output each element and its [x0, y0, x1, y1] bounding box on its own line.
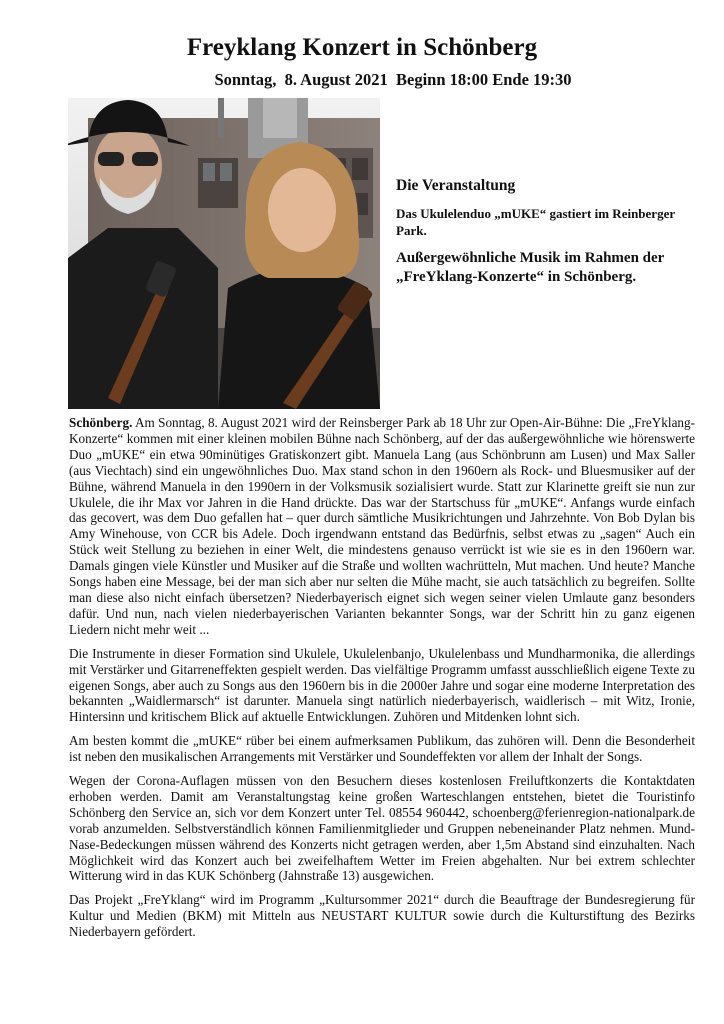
event-subheading: Das Ukulelenduo „mUKE“ gastiert im Reinberger Park.	[396, 206, 675, 238]
event-headline: Außergewöhnliche Musik im Rahmen der „FreYklang-Konzerte“ in Schönberg.	[396, 250, 665, 285]
event-date-time: Sonntag, 8. August 2021 Beginn 18:00 Ende 19:30	[214, 70, 572, 89]
article-paragraph: Die Instrumente in dieser Formation sind Ukulele, Ukulelenbanjo, Ukulelenbass und Mundharmonika, die allerdings mit Verstärker und Gitarreneffekten gespielt werden. Das vielfältige Programm umfasst ausschließlich eigene Texte zu eigenen Songs, aber auch zu Songs aus den 1960ern bis in die 2000er Jahre und sogar eine moderne Interpretation des bekannten „Waidlermarsch“ ist darunter. Manuela singt natürlich niederbayerisch, waidlerisch – mit Witz, Ironie, Hintersinn und kritischem Blick auf aktuelle Entwicklungen. Zuhören und Mitdenken lohnt sich.	[69, 645, 695, 725]
article-paragraph: Wegen der Corona-Auflagen müssen von den Besuchern dieses kostenlosen Freiluftkonzerts die Kontaktdaten erhoben werden. Damit am Veranstaltungstag keine großen Warteschlangen entstehen, bietet die Touristinfo Schönberg den Service an, sich vor dem Konzert unter Tel. 08554 960442, schoenberg@ferienregion-nationalpark.de vorab anzumelden. Selbstverständlich können Familienmitglieder und Gruppen nebeneinander Platz nehmen. Mund-Nase-Bedeckungen müssen während des Konzerts nicht getragen werden, aber 1,5m Abstand sind einzuhalten. Nach Möglichkeit wird das Konzert auch bei zweifelhaftem Wetter im Freien abgehalten. Nur bei extrem schlechter Witterung wird in das KUK Schönberg (Jahnstraße 13) ausgewichen.	[69, 773, 695, 884]
article-paragraph-text: Am Sonntag, 8. August 2021 wird der Reinsberger Park ab 18 Uhr zur Open-Air-Bühne: Die „FreYklang-Konzerte“ kommen mit einer kleinen mobilen Bühne nach Schönberg, auf der das außergewöhnliche wie hörenswerte Duo „mUKE“ ein etwa 90minütiges Gratiskonzert gibt. Manuela Lang (aus Schönbrunn am Lusen) und Max Saller (aus Viechtach) sind ein ungewöhnliches Duo. Max stand schon in den 1960ern als Rock- und Bluesmusiker auf der Bühne, während Manuela in den 1990ern in der Volksmusik sozialisiert wurde. Statt zur Klarinette greift sie nun zur Ukulele, die ihr Max vor Jahren in die Hand drückte. Das war der Startschuss für „mUKE“. Anfangs wurde einfach das gecovert, was dem Duo gefallen hat – quer durch sämtliche Musikrichtungen und Jahrzehnte. Von Bob Dylan bis Amy Winehouse, von CCR bis Adele. Doch irgendwann entstand das Bedürfnis, selbst etwas zu „sagen“ Auch ein Stück weit Stellung zu beziehen in einer Welt, die mindestens genauso verrückt ist wie sie es in den 1960ern war. Damals gingen viele Künstler und Musiker auf die Straße und wollten wachrütteln, Mut machen. Und heute? Manche Songs haben eine Message, bei der man sich aber nur selten die Mühe macht, sie auch tatsächlich zu begreifen. Sollte man diese also nicht einfach übersetzen? Niederbayerisch eignet sich wegen seiner vielen Umlaute ganz besonders dafür. Und nun, nach vielen niederbayerischen Varianten bekannter Songs, war der Schritt hin zu ganz eigenen Liedern nicht mehr weit ...	[69, 415, 695, 637]
article-lead: Schönberg.	[69, 415, 133, 430]
article-body	[69, 415, 695, 948]
event-info	[396, 176, 696, 287]
page-title: Freyklang Konzert in Schönberg	[186, 34, 538, 61]
duo-photo	[68, 98, 380, 409]
event-heading: Die Veranstaltung	[396, 177, 516, 194]
article-paragraph: Am besten kommt die „mUKE“ rüber bei einem aufmerksamen Publikum, das zuhören will. Denn die Besonderheit ist neben den musikalischen Arrangements mit Verstärker und Soundeffekten vor allem der Inhalt der Songs.	[69, 733, 695, 765]
article-paragraph: Das Projekt „FreYklang“ wird im Programm „Kultursommer 2021“ durch die Beauftrage der Bundesregierung für Kultur und Medien (BKM) mit Mitteln aus NEUSTART KULTUR sowie durch die Kulturstiftung des Bezirks Niederbayern gefördert.	[69, 892, 695, 940]
article-paragraph	[69, 415, 695, 638]
